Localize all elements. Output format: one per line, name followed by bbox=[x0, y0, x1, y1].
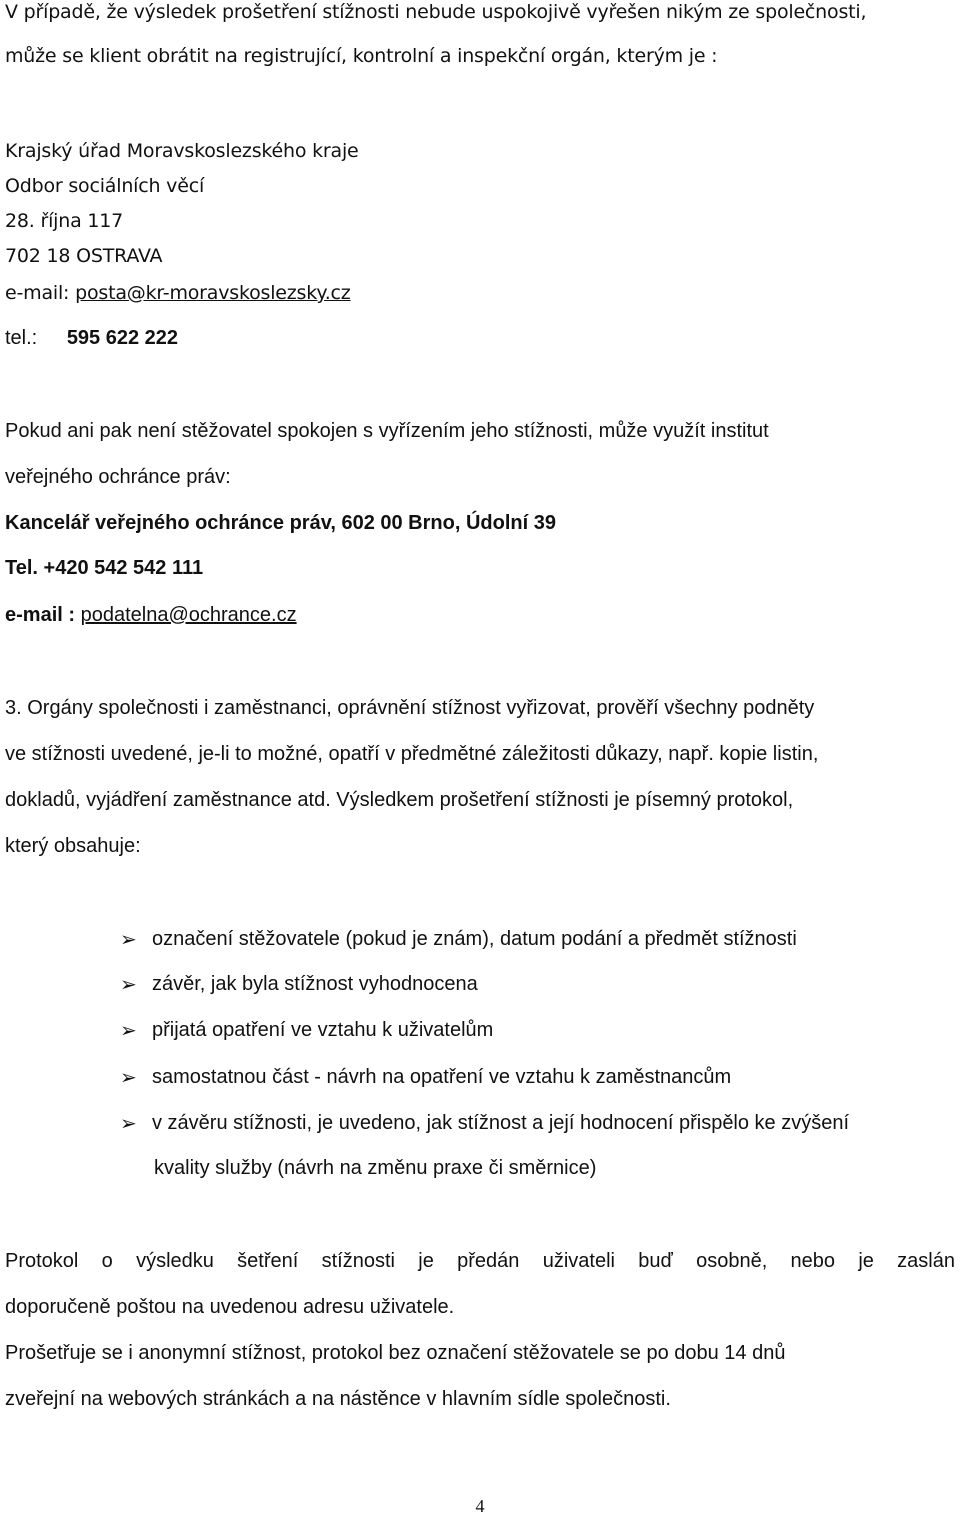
authority-email-row bbox=[5, 281, 351, 305]
authority-street: 28. října 117 bbox=[5, 210, 124, 232]
ombudsman-tel: Tel. +420 542 542 111 bbox=[5, 557, 204, 579]
anonymous-line-2: zveřejní na webových stránkách a na nástěnce v hlavním sídle společnosti. bbox=[5, 1388, 671, 1410]
anonymous-line-1: Prošetřuje se i anonymní stížnost, protokol bez označení stěžovatele se po dobu 14 dnů bbox=[5, 1342, 786, 1364]
authority-dept: Odbor sociálních věcí bbox=[5, 175, 205, 197]
list-item-continuation: kvality služby (návrh na změnu praxe či směrnice) bbox=[154, 1157, 597, 1179]
arrow-bullet-icon: ➢ bbox=[120, 972, 137, 996]
list-item-text: závěr, jak byla stížnost vyhodnocena bbox=[152, 973, 478, 995]
section3-line-1: 3. Orgány společnosti i zaměstnanci, oprávnění stížnost vyřizovat, prověří všechny podněty bbox=[5, 697, 815, 719]
authority-email-link[interactable]: posta@kr-moravskoslezsky.cz bbox=[75, 282, 351, 304]
intro-line-2: může se klient obrátit na registrující, kontrolní a inspekční orgán, kterým je : bbox=[5, 45, 718, 67]
arrow-bullet-icon: ➢ bbox=[120, 1065, 137, 1089]
arrow-bullet-icon: ➢ bbox=[120, 1111, 137, 1135]
section3-line-4: který obsahuje: bbox=[5, 835, 141, 857]
authority-city: 702 18 OSTRAVA bbox=[5, 245, 163, 267]
authority-tel-label: tel.: bbox=[5, 327, 38, 349]
ombudsman-office: Kancelář veřejného ochránce práv, 602 00 Brno, Údolní 39 bbox=[5, 512, 556, 534]
authority-name: Krajský úřad Moravskoslezského kraje bbox=[5, 140, 359, 162]
authority-email-label: e-mail: bbox=[5, 282, 76, 304]
authority-tel-row bbox=[5, 326, 178, 350]
ombudsman-intro-1: Pokud ani pak není stěžovatel spokojen s vyřízením jeho stížnosti, může využít institut bbox=[5, 420, 769, 442]
list-item-text: přijatá opatření ve vztahu k uživatelům bbox=[152, 1019, 494, 1041]
ombudsman-email-link[interactable]: podatelna@ochrance.cz bbox=[80, 604, 297, 626]
section3-line-2: ve stížnosti uvedené, je-li to možné, opatří v předmětné záležitosti důkazy, např. kopie listin, bbox=[5, 743, 819, 765]
list-item-text: v závěru stížnosti, je uvedeno, jak stížnost a její hodnocení přispělo ke zvýšení bbox=[152, 1112, 850, 1134]
arrow-bullet-icon: ➢ bbox=[120, 927, 137, 951]
arrow-bullet-icon: ➢ bbox=[120, 1018, 137, 1042]
list-item-text: označení stěžovatele (pokud je znám), datum podání a předmět stížnosti bbox=[152, 928, 797, 950]
ombudsman-intro-2: veřejného ochránce práv: bbox=[5, 466, 231, 488]
section3-line-3: dokladů, vyjádření zaměstnance atd. Výsledkem prošetření stížnosti je písemný protokol, bbox=[5, 789, 794, 811]
ombudsman-email-label: e-mail : bbox=[5, 604, 81, 626]
intro-line-1: V případě, že výsledek prošetření stížnosti nebude uspokojivě vyřešen nikým ze společnosti, bbox=[5, 1, 867, 23]
list-item-text: samostatnou část - návrh na opatření ve vztahu k zaměstnancům bbox=[152, 1066, 732, 1088]
ombudsman-email-row bbox=[5, 603, 297, 627]
page-number: 4 bbox=[475, 1496, 485, 1516]
protocol-line-1: Protokol o výsledku šetření stížnosti je předán uživateli buď osobně, nebo je zaslán bbox=[5, 1250, 955, 1272]
protocol-line-2: doporučeně poštou na uvedenou adresu uživatele. bbox=[5, 1296, 455, 1318]
authority-tel: 595 622 222 bbox=[66, 327, 179, 349]
